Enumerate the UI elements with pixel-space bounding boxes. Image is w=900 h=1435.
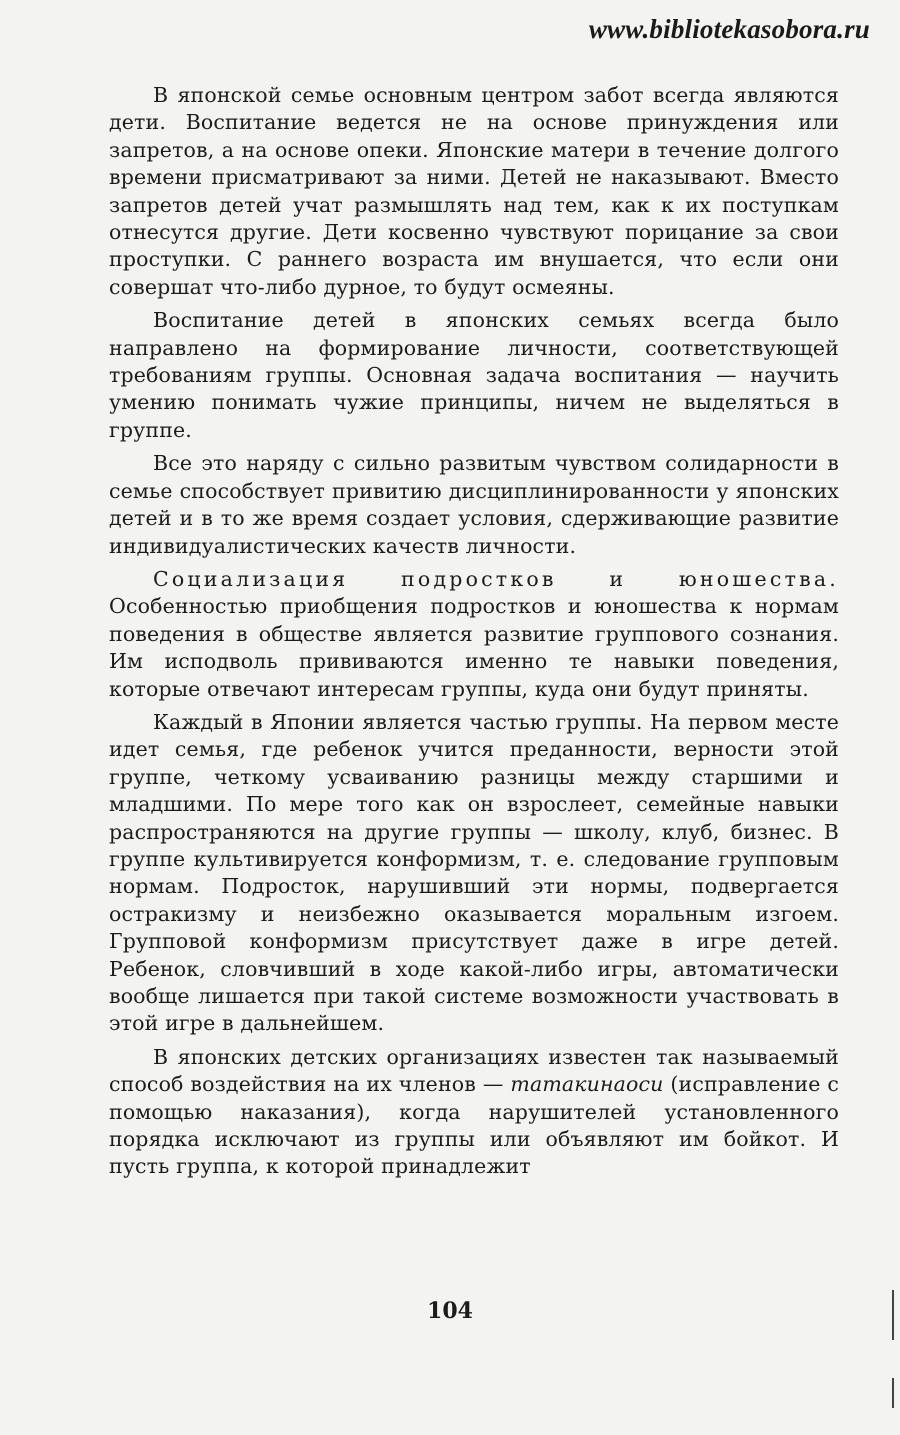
page-number: 104 — [427, 1298, 473, 1324]
section-heading: Социализация подростков и юношества. — [153, 566, 839, 591]
paragraph-4 — [109, 566, 839, 703]
paragraph-6-text-after: (исправление с помощью наказания), когда нарушителей установленного порядка исключают из группы или объявляют им бойкот. И пусть группа, к которой принадлежит — [109, 1072, 840, 1179]
paragraph-5: Каждый в Японии является частью группы. На первом месте идет семья, где ребенок учится преданности, верности этой группе, четкому усваиванию разницы между старшими и младшими. По мере того как он взрослеет, семейные навыки распространяются на другие группы — школу, клуб, бизнес. В группе культивируется конформизм, т. е. следование групповым нормам. Подросток, нарушивший эти нормы, подвергается остракизму и неизбежно оказывается моральным изгоем. Групповой конформизм присутствует даже в игре детей. Ребенок, словчивший в ходе какой-либо игры, автоматически вообще лишается при такой системе возможности участвовать в этой игре в дальнейшем. — [109, 709, 839, 1036]
site-watermark: www.bibliotekasobora.ru — [588, 14, 870, 44]
paragraph-1: В японской семье основным центром забот всегда являются дети. Воспитание ведется не на основе принуждения или запретов, а на основе опеки. Японские матери в течение долгого времени присматривают за ними. Детей не наказывают. Вместо запретов детей учат размышлять над тем, как к их поступкам отнесутся другие. Дети косвенно чувствуют порицание за свои проступки. С раннего возраста им внушается, что если они совершат что-либо дурное, то будут осмеяны. — [109, 83, 839, 299]
paragraph-4-text: Особенностью приобщения подростков и юношества к нормам поведения в обществе является развитие группового сознания. Им исподволь прививаются именно те навыки поведения, которые отвечают интересам группы, куда они будут приняты. — [109, 594, 839, 701]
paragraph-3: Все это наряду с сильно развитым чувством солидарности в семье способствует привитию дисциплинированности у японских детей и в то же время создает условия, сдерживающие развитие индивидуалистических качеств личности. — [109, 451, 839, 558]
paragraph-6 — [109, 1044, 839, 1181]
italic-term: татакинаоси — [510, 1072, 664, 1097]
scan-edge-mark — [892, 1378, 894, 1408]
scan-edge-mark — [892, 1290, 894, 1340]
page-body — [109, 82, 839, 1187]
paragraph-2: Воспитание детей в японских семьях всегда было направлено на формирование личности, соответствующей требованиям группы. Основная задача воспитания — научить умению понимать чужие принципы, ничем не выделяться в группе. — [109, 308, 839, 442]
paragraph-6-text-before: В японских детских организациях известен так называемый способ воздействия на их членов — — [109, 1044, 839, 1097]
